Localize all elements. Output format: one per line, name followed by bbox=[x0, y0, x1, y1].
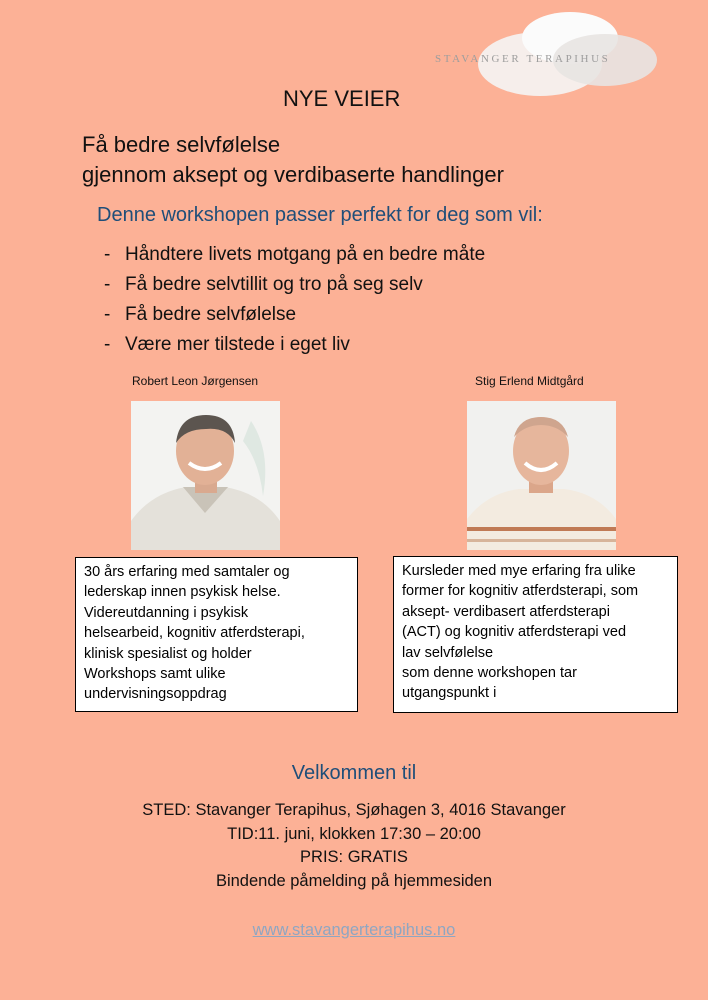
page-title: NYE VEIER bbox=[283, 86, 401, 111]
bullet-list bbox=[104, 240, 485, 360]
presenter-bio: 30 års erfaring med samtaler og lederskap innen psykisk helse. Videreutdanning i psykisk helsearbeid, kognitiv atferdsterapi, klinisk spesialist og holder Workshops samt ulike undervisningsoppdrag bbox=[75, 557, 358, 712]
presenter-photo bbox=[467, 401, 616, 550]
headline-line: gjennom aksept og verdibaserte handlinger bbox=[82, 162, 504, 187]
website-link[interactable]: www.stavangerterapihus.no bbox=[252, 921, 456, 939]
headline-line: Få bedre selvfølelse bbox=[82, 132, 281, 157]
event-info bbox=[0, 799, 708, 893]
list-item: - Få bedre selvtillit og tro på seg selv bbox=[104, 274, 423, 295]
headline bbox=[82, 130, 504, 190]
presenter-name: Stig Erlend Midtgård bbox=[475, 374, 584, 388]
presenter-photo bbox=[131, 401, 280, 550]
event-signup: Bindende påmelding på hjemmesiden bbox=[215, 871, 493, 890]
event-price: PRIS: GRATIS bbox=[300, 848, 408, 866]
logo-text: STAVANGER TERAPIHUS bbox=[435, 53, 611, 65]
presenter-bio: Kursleder med mye erfaring fra ulike former for kognitiv atferdsterapi, som aksept- verdibasert atferdsterapi (ACT) og kognitiv atferdsterapi ved lav selvfølelse som denne workshopen tar utgangspunkt i bbox=[393, 556, 678, 713]
list-item: - Være mer tilstede i eget liv bbox=[104, 334, 350, 355]
welcome-heading: Velkommen til bbox=[291, 762, 417, 784]
list-item: - Få bedre selvfølelse bbox=[104, 304, 297, 325]
subheading: Denne workshopen passer perfekt for deg som vil: bbox=[97, 204, 543, 226]
event-time: TID:11. juni, klokken 17:30 – 20:00 bbox=[227, 824, 481, 843]
list-item: - Håndtere livets motgang på en bedre måte bbox=[104, 244, 486, 265]
presenter-name: Robert Leon Jørgensen bbox=[132, 374, 259, 388]
event-place: STED: Stavanger Terapihus, Sjøhagen 3, 4016 Stavanger bbox=[142, 801, 566, 819]
